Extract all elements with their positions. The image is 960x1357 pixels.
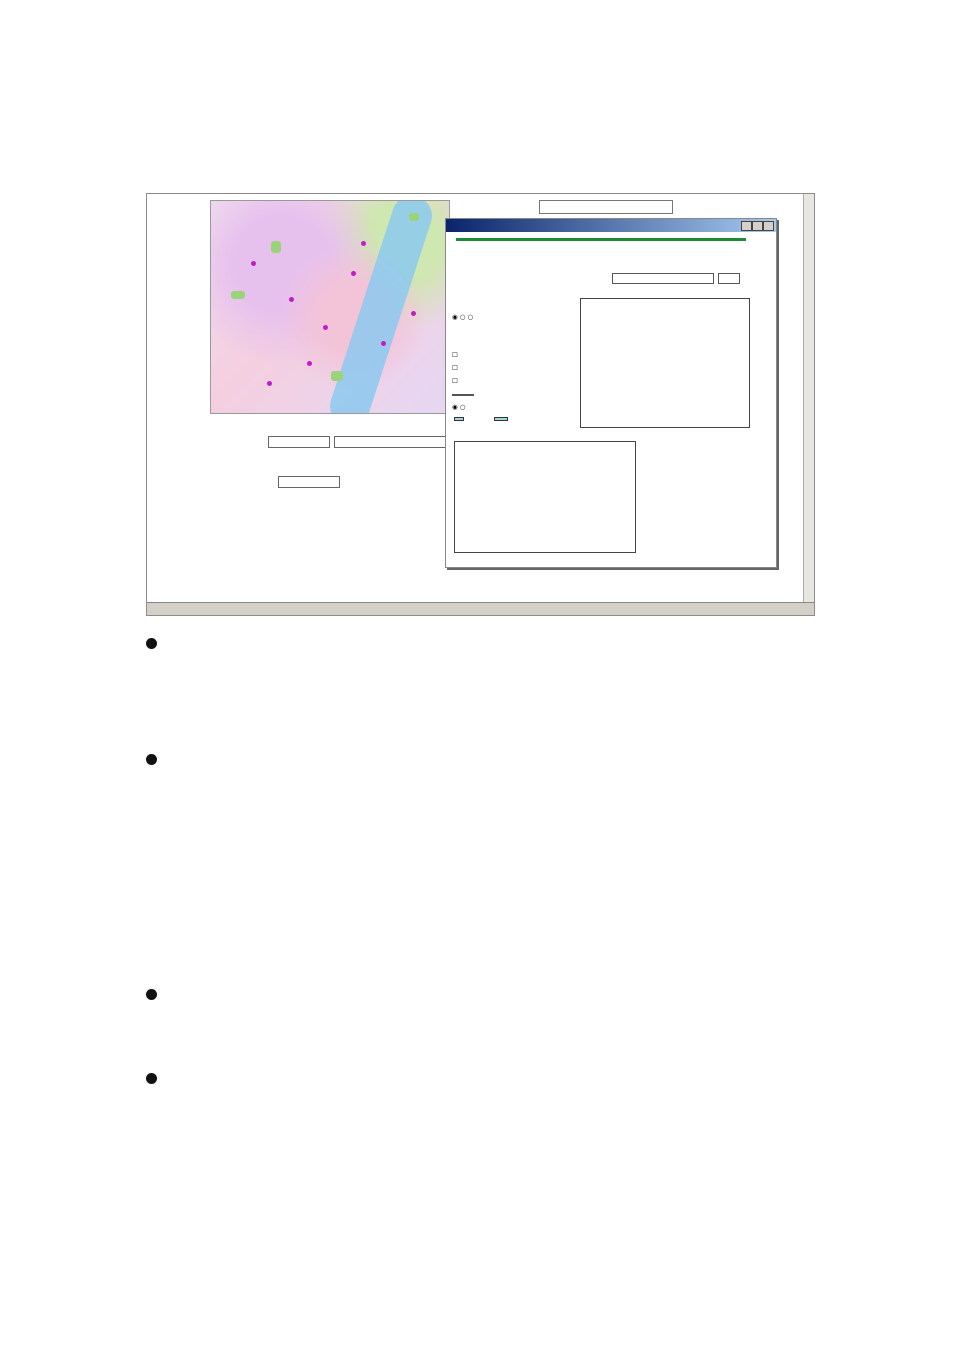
dialog-titlebar [446,219,776,232]
map-pin[interactable] [289,297,294,302]
screenshot-figure [146,193,815,616]
symbol-size-select[interactable] [718,273,740,284]
map-pin[interactable] [307,361,312,366]
bg-options [452,313,473,321]
status-bar [147,602,814,615]
bullet-dot [146,989,157,1000]
map-pin[interactable] [251,261,256,266]
map-pin[interactable] [323,325,328,330]
search-panel [210,416,448,576]
top-input-box [539,200,673,214]
rotation-row [452,390,474,398]
bullet-dot [146,1073,157,1084]
symbol-lib-select[interactable] [612,273,714,284]
search-type-select[interactable] [268,436,330,448]
map-pin[interactable] [267,381,272,386]
radio-none[interactable]: ◉ [452,313,458,321]
map-pin[interactable] [381,341,386,346]
map-pin[interactable] [411,311,416,316]
bullet-flow-2 [146,1069,179,1090]
park-shape [231,291,245,299]
park-shape [409,213,419,221]
palette-button[interactable] [454,417,464,421]
close-button[interactable] [763,221,774,231]
symbol-grid[interactable] [580,298,750,428]
color-palette[interactable] [454,441,636,553]
map-pin[interactable] [351,271,356,276]
bullet-desc-1 [146,634,179,655]
minimize-button[interactable] [741,221,752,231]
effect-shadow[interactable]: ☐ [452,377,458,385]
change-layer-select[interactable] [278,476,340,488]
bullet-dot [146,754,157,765]
vertical-scrollbar[interactable] [803,194,814,602]
maximize-button[interactable] [752,221,763,231]
rotation-input[interactable] [452,394,474,396]
radio-backcolor[interactable]: ○ [459,403,466,411]
map-view[interactable] [210,200,450,414]
bullet-desc-2 [146,985,179,1006]
bullet-dot [146,638,157,649]
custom-color-button[interactable] [494,417,508,421]
heading-divider [456,238,746,241]
map-pin[interactable] [361,241,366,246]
bullet-flow-1 [146,750,179,771]
color-radios [452,403,465,411]
radio-box[interactable]: ○ [467,313,474,321]
effect-bold[interactable]: ☐ [452,351,458,359]
river-shape [325,200,437,414]
radio-forecolor[interactable]: ◉ [452,403,458,411]
effect-italic[interactable]: ☐ [452,364,458,372]
radio-halo[interactable]: ○ [459,313,466,321]
search-name-input[interactable] [334,436,448,448]
symbol-style-dialog [445,218,777,568]
park-shape [331,371,343,381]
park-shape [271,241,281,253]
